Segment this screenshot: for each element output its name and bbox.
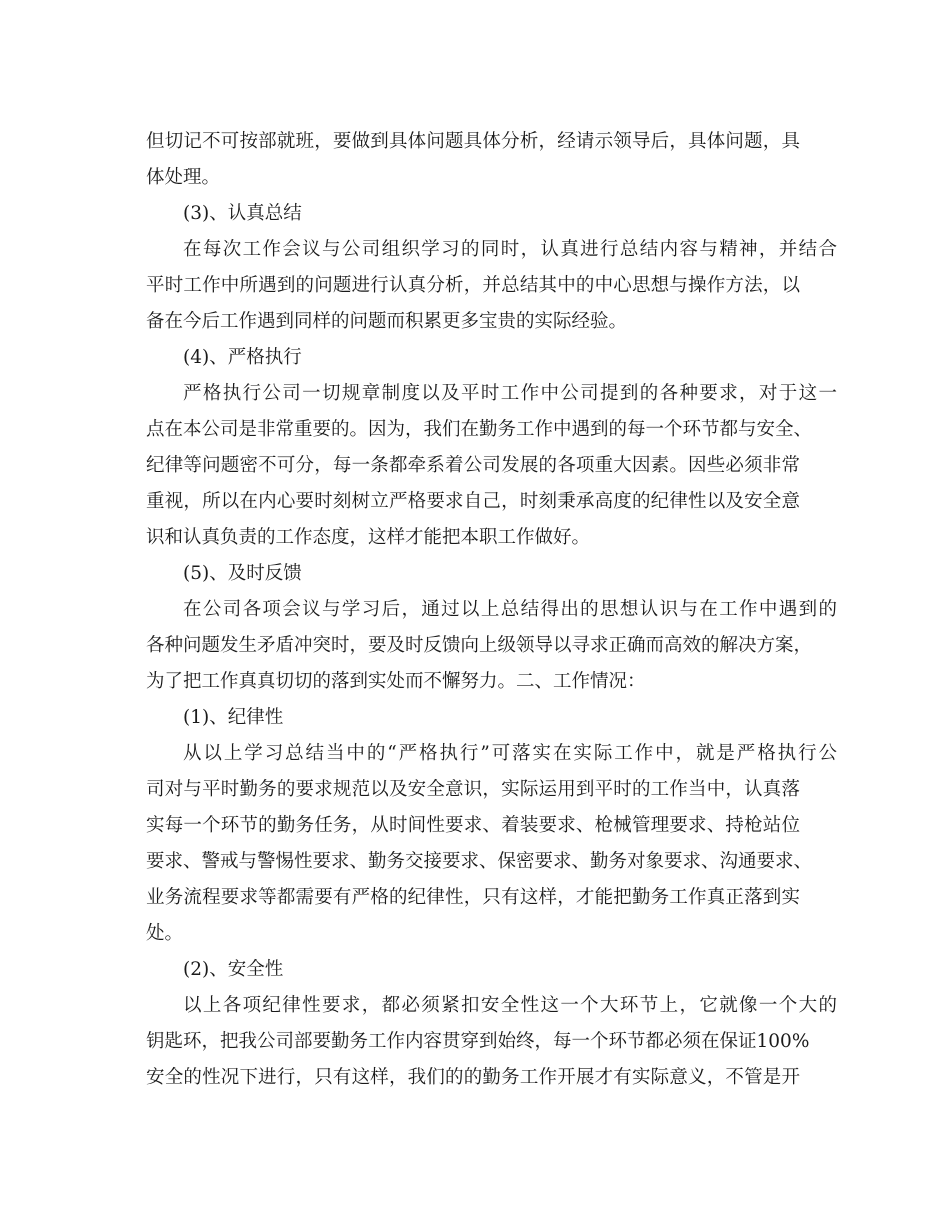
document-line: 重视，所以在内心要时刻树立严格要求自己，时刻秉承高度的纪律性以及安全意 [146, 491, 800, 512]
document-line: 为了把工作真真切切的落到实处而不懈努力。二、工作情况： [146, 671, 646, 692]
document-line: 安全的性况下进行，只有这样，我们的的勤务工作开展才有实际意义，不管是开 [146, 1067, 800, 1088]
document-line: (3)、认真总结 [183, 203, 302, 224]
document-line: 在每次工作会议与公司组织学习的同时，认真进行总结内容与精神，并结合 [183, 239, 837, 260]
document-line: 司对与平时勤务的要求规范以及安全意识，实际运用到平时的工作当中，认真落 [146, 779, 800, 800]
document-line: 点在本公司是非常重要的。因为，我们在勤务工作中遇到的每一个环节都与安全、 [146, 419, 813, 440]
document-line: 以上各项纪律性要求，都必须紧扣安全性这一个大环节上，它就像一个大的 [183, 995, 837, 1016]
document-line: 在公司各项会议与学习后，通过以上总结得出的思想认识与在工作中遇到的 [183, 599, 837, 620]
document-body [146, 124, 837, 1096]
document-line: 钥匙环，把我公司部要勤务工作内容贯穿到始终，每一个环节都必须在保证100% [146, 1031, 810, 1052]
document-line: 纪律等问题密不可分，每一条都牵系着公司发展的各项重大因素。因些必须非常 [146, 455, 800, 476]
document-line: 处。 [146, 923, 184, 944]
document-line: 识和认真负责的工作态度，这样才能把本职工作做好。 [146, 527, 591, 548]
document-line: 从以上学习总结当中的“严格执行”可落实在实际工作中，就是严格执行公 [183, 743, 837, 764]
document-line: 严格执行公司一切规章制度以及平时工作中公司提到的各种要求，对于这一 [183, 383, 837, 404]
document-line: (4)、严格执行 [183, 347, 302, 368]
document-line: (5)、及时反馈 [183, 563, 302, 584]
document-line: 平时工作中所遇到的问题进行认真分析，并总结其中的中心思想与操作方法，以 [146, 275, 800, 296]
document-line: 实每一个环节的勤务任务，从时间性要求、着装要求、枪械管理要求、持枪站位 [146, 815, 800, 836]
document-line: (2)、安全性 [183, 959, 284, 980]
document-line: 备在今后工作遇到同样的问题而积累更多宝贵的实际经验。 [146, 311, 628, 332]
document-line: 要求、警戒与警惕性要求、勤务交接要求、保密要求、勤务对象要求、沟通要求、 [146, 851, 813, 872]
document-line: 但切记不可按部就班，要做到具体问题具体分析，经请示领导后，具体问题，具 [146, 131, 800, 152]
document-line: 业务流程要求等都需要有严格的纪律性，只有这样，才能把勤务工作真正落到实 [146, 887, 800, 908]
document-line: 体处理。 [146, 167, 221, 188]
document-line: 各种问题发生矛盾冲突时，要及时反馈向上级领导以寻求正确而高效的解决方案， [146, 635, 813, 656]
document-line: (1)、纪律性 [183, 707, 284, 728]
